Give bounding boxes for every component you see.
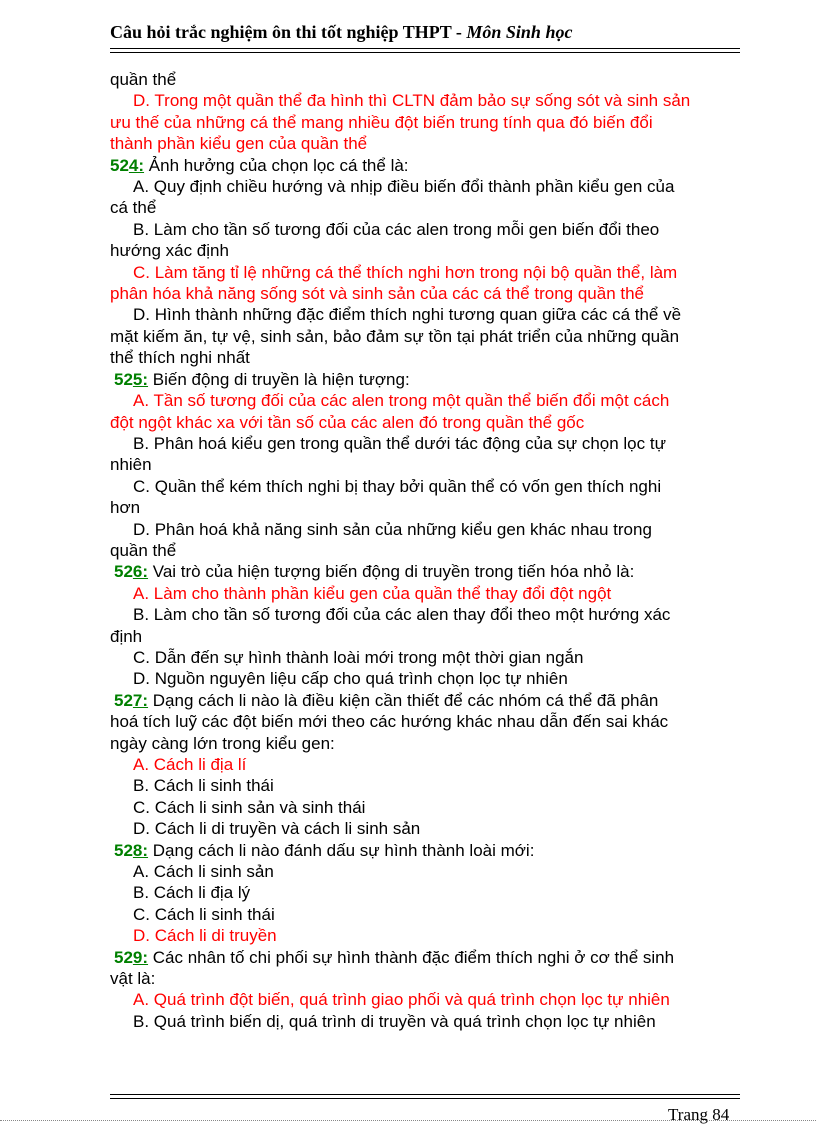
footer-rule-top xyxy=(110,1094,740,1095)
question-528 xyxy=(110,840,750,861)
question-number: 528: xyxy=(114,840,149,860)
header-rule-top xyxy=(110,48,740,49)
question-text: Dạng cách li nào đánh dấu sự hình thành loài mới: xyxy=(148,840,535,860)
option-a: A. Cách li sinh sản xyxy=(133,862,274,882)
document-body xyxy=(110,69,750,1032)
question-number: 526: xyxy=(114,562,149,582)
option-a-correct: A. Làm cho thành phần kiểu gen của quần thể thay đổi đột ngột xyxy=(133,583,612,603)
header-line xyxy=(110,22,740,43)
question-number: 525: xyxy=(114,369,149,389)
option-c: C. Dẫn đến sự hình thành loài mới trong một thời gian ngắn xyxy=(133,647,584,667)
question-527 xyxy=(110,690,750,711)
option-c-cont: phân hóa khả năng sống sót và sinh sản của các cá thể trong quần thể xyxy=(110,284,644,304)
option-d-cont: mặt kiếm ăn, tự vệ, sinh sản, bảo đảm sự tồn tại phát triển của những quần xyxy=(110,326,680,346)
header-separator: - xyxy=(451,22,467,42)
question-text: Vai trò của hiện tượng biến động di truyền trong tiến hóa nhỏ là: xyxy=(148,562,635,582)
option-a-correct: A. Quá trình đột biến, quá trình giao phối và quá trình chọn lọc tự nhiên xyxy=(133,990,670,1010)
question-text: Dạng cách li nào là điều kiện cần thiết để các nhóm cá thể đã phân xyxy=(148,690,659,710)
option-d: D. Cách li di truyền và cách li sinh sản xyxy=(133,819,421,839)
option-a: A. Quy định chiều hướng và nhịp điều biến đổi thành phần kiểu gen của xyxy=(133,177,675,197)
page-number: Trang 84 xyxy=(668,1105,730,1124)
page-edge-dotted-line xyxy=(0,1120,816,1121)
header-rule-bottom xyxy=(110,52,740,53)
header-title: Câu hỏi trắc nghiệm ôn thi tốt nghiệp THPT xyxy=(110,22,452,42)
answer-line: D. Trong một quần thể đa hình thì CLTN đảm bảo sự sống sót và sinh sản xyxy=(133,91,691,111)
question-529 xyxy=(110,947,750,968)
option-c: C. Quần thể kém thích nghi bị thay bởi quần thể có vốn gen thích nghi xyxy=(133,476,662,496)
question-524 xyxy=(110,155,750,176)
option-a-cont: cá thể xyxy=(110,198,157,218)
option-d-correct: D. Cách li di truyền xyxy=(133,926,277,946)
option-b-cont: định xyxy=(110,626,143,646)
question-number: 524: xyxy=(110,155,145,175)
option-b: B. Làm cho tần số tương đối của các alen trong mỗi gen biến đổi theo xyxy=(133,219,660,239)
question-text-cont: hoá tích luỹ các đột biến mới theo các hướng khác nhau dẫn đến sai khác xyxy=(110,712,669,732)
question-text: Ảnh hưởng của chọn lọc cá thể là: xyxy=(144,155,409,175)
option-d: D. Phân hoá khả năng sinh sản của những kiểu gen khác nhau trong xyxy=(133,519,652,539)
option-d: D. Nguồn nguyên liệu cấp cho quá trình chọn lọc tự nhiên xyxy=(133,669,568,689)
question-number: 529: xyxy=(114,947,149,967)
answer-line: ưu thế của những cá thể mang nhiều đột biến trung tính qua đó biến đổi xyxy=(110,112,653,132)
option-a-cont: đột ngột khác xa với tần số của các alen đó trong quần thể gốc xyxy=(110,412,585,432)
question-text-cont: ngày càng lớn trong kiểu gen: xyxy=(110,733,335,753)
question-number: 527: xyxy=(114,690,149,710)
option-a-correct: A. Cách li địa lí xyxy=(133,755,247,774)
option-c: C. Cách li sinh sản và sinh thái xyxy=(133,797,366,817)
option-c: C. Cách li sinh thái xyxy=(133,904,275,924)
option-a-correct: A. Tần số tương đối của các alen trong một quần thể biến đổi một cách xyxy=(133,391,670,411)
page-header xyxy=(110,22,740,50)
option-b: B. Cách li địa lý xyxy=(133,883,251,903)
option-b-cont: hướng xác định xyxy=(110,241,229,261)
option-c-correct: C. Làm tăng tỉ lệ những cá thể thích nghi hơn trong nội bộ quần thể, làm xyxy=(133,262,678,282)
question-text-cont: vật là: xyxy=(110,969,156,989)
option-d: D. Hình thành những đặc điểm thích nghi tương quan giữa các cá thể về xyxy=(133,305,682,325)
question-text: Các nhân tố chi phối sự hình thành đặc điểm thích nghi ở cơ thể sinh xyxy=(148,947,675,967)
question-525 xyxy=(110,369,750,390)
option-b: B. Phân hoá kiểu gen trong quần thể dưới tác động của sự chọn lọc tự xyxy=(133,433,666,453)
option-b: B. Làm cho tần số tương đối của các alen thay đổi theo một hướng xác xyxy=(133,605,671,625)
footer-rule-bottom xyxy=(110,1098,740,1099)
answer-line: thành phần kiểu gen của quần thể xyxy=(110,134,368,154)
question-526 xyxy=(110,561,750,582)
option-b: B. Quá trình biến dị, quá trình di truyền và quá trình chọn lọc tự nhiên xyxy=(133,1011,656,1031)
option-d-cont: quần thể xyxy=(110,540,177,560)
option-b: B. Cách li sinh thái xyxy=(133,776,274,796)
header-subject: Môn Sinh học xyxy=(466,22,573,42)
question-text: Biến động di truyền là hiện tượng: xyxy=(148,369,410,389)
continuation-tail: quần thể xyxy=(110,70,177,89)
option-d-cont: thể thích nghi nhất xyxy=(110,348,250,368)
option-b-cont: nhiên xyxy=(110,455,152,475)
option-c-cont: hơn xyxy=(110,498,141,518)
